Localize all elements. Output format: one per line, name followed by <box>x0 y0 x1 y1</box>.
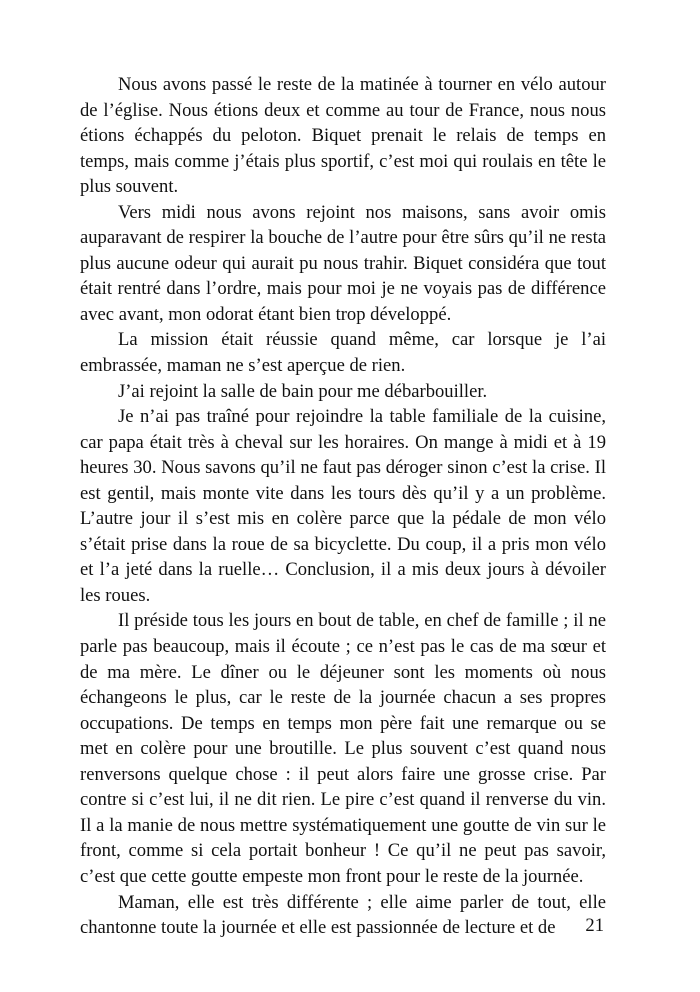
paragraph-7: Maman, elle est très différente ; elle aime parler de tout, elle chantonne toute la journée et elle est passionnée de lecture et de <box>80 891 606 939</box>
paragraph-5: Je n’ai pas traîné pour rejoindre la table familiale de la cuisine, car papa était très à cheval sur les horaires. On mange à midi et à 19 heures 30. Nous savons qu’il ne faut pas déroger sinon c’est la crise. Il est gentil, mais monte vite dans les tours dès qu’il y a un problème. L’autre jour il s’est mis en colère parce que la pédale de mon vélo s’était prise dans la roue de sa bicyclette. Du coup, il a pris mon vélo et l’a jeté dans la ruelle… Conclusion, il a mis deux jours à dévoiler les roues. <box>80 406 606 606</box>
page-number: 21 <box>585 915 604 936</box>
paragraph-4: J’ai rejoint la salle de bain pour me débarbouiller. <box>118 380 488 402</box>
body-text <box>80 72 606 941</box>
paragraph-1: Nous avons passé le reste de la matinée à tourner en vélo autour de l’église. Nous étions deux et comme au tour de France, nous nous étions échappés du peloton. Biquet prenait le relais de temps en temps, mais comme j’étais plus sportif, c’est moi qui roulais en tête le plus souvent. <box>80 74 606 198</box>
paragraph-6: Il préside tous les jours en bout de table, en chef de famille ; il ne parle pas beaucoup, mais il écoute ; ce n’est pas le cas de ma sœur et de ma mère. Le dîner ou le déjeuner sont les moments où nous échangeons le plus, car le reste de la journée chacun a ses propres occupations. De temps en temps mon père fait une remarque ou se met en colère pour une broutille. Le plus souvent c’est quand nous renversons quelque chose : il peut alors faire une grosse crise. Par contre si c’est lui, il ne dit rien. Le pire c’est quand il renverse du vin. Il a la manie de nous mettre systématiquement une goutte de vin sur le front, comme si cela portait bonheur ! Ce qu’il ne peut pas savoir, c’est que cette goutte empeste mon front pour le reste de la journée. <box>80 610 606 887</box>
paragraph-2: Vers midi nous avons rejoint nos maisons, sans avoir omis auparavant de respirer la bouche de l’autre pour être sûrs qu’il ne resta plus aucune odeur qui aurait pu nous trahir. Biquet considéra que tout était rentré dans l’ordre, mais pour moi je ne voyais pas de différence avec avant, mon odorat étant bien trop développé. <box>80 201 606 325</box>
paragraph-3: La mission était réussie quand même, car lorsque je l’ai embrassée, maman ne s’est aperçue de rien. <box>80 329 606 377</box>
